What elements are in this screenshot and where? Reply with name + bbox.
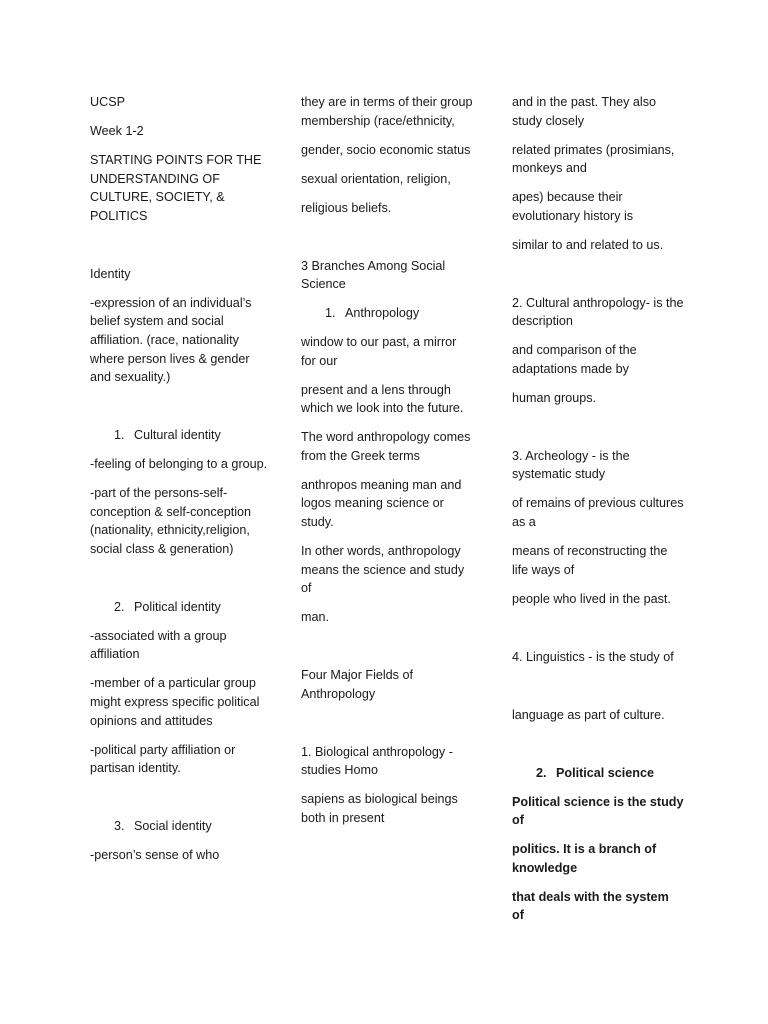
paragraph: anthropos meaning man and logos meaning science or study. [301, 477, 462, 530]
paragraph: gender, socio economic status [301, 142, 471, 157]
paragraph: -feeling of belonging to a group. [90, 457, 268, 472]
list-label: Political science [556, 765, 655, 780]
identity-definition: -expression of an individual’s belief system and social affiliation. (race, nationality where person lives & gender and sexuality.) [90, 295, 252, 385]
paragraph: The word anthropology comes from the Greek terms [301, 430, 471, 463]
paragraph: people who lived in the past. [512, 591, 671, 606]
paragraph: man. [301, 610, 329, 625]
list-number: 1. [114, 428, 125, 443]
paragraph: Political science is the study of [512, 794, 684, 828]
paragraph: 3. Archeology - is the systematic study [512, 448, 630, 482]
list-item-cultural-identity [90, 426, 268, 445]
paragraph: language as part of culture. [512, 707, 665, 722]
paragraph: In other words, anthropology means the science and study of [301, 544, 465, 596]
paragraph: they are in terms of their group membership (race/ethnicity, [301, 95, 473, 128]
identity-heading: Identity [90, 266, 131, 281]
paragraph: 1. Biological anthropology - studies Homo [301, 744, 453, 778]
column-1 [90, 93, 268, 875]
paragraph: 4. Linguistics - is the study of [512, 649, 674, 664]
week-label: Week 1-2 [90, 123, 144, 138]
column-2 [301, 93, 473, 838]
branches-heading: 3 Branches Among Social Science [301, 258, 446, 292]
paragraph: apes) because their evolutionary history is [512, 190, 634, 223]
paragraph: of remains of previous cultures as a [512, 496, 684, 530]
paragraph: related primates (prosimians, monkeys and [512, 142, 675, 176]
list-item-political-science [512, 764, 684, 783]
course-code: UCSP [90, 95, 125, 109]
list-item-political-identity [90, 598, 268, 617]
fields-heading: Four Major Fields of Anthropology [301, 668, 413, 701]
paragraph: similar to and related to us. [512, 237, 664, 252]
paragraph: that deals with the system of [512, 889, 669, 923]
paragraph: window to our past, a mirror for our [301, 335, 457, 368]
list-label: Anthropology [345, 306, 420, 321]
list-number: 2. [536, 765, 547, 780]
list-item-social-identity [90, 817, 268, 836]
paragraph: sexual orientation, religion, [301, 171, 451, 186]
list-label: Political identity [134, 599, 221, 614]
paragraph: religious beliefs. [301, 200, 392, 215]
list-item-anthropology [301, 304, 473, 323]
paragraph: human groups. [512, 390, 597, 405]
list-number: 1. [325, 306, 336, 321]
paragraph: and in the past. They also study closely [512, 95, 656, 128]
list-label: Cultural identity [134, 428, 221, 443]
paragraph: sapiens as biological beings both in present [301, 792, 458, 825]
paragraph: -political party affiliation or partisan identity. [90, 742, 236, 776]
paragraph: -person’s sense of who [90, 848, 220, 863]
paragraph: -associated with a group affiliation [90, 628, 227, 662]
document-title: STARTING POINTS FOR THE UNDERSTANDING OF CULTURE, SOCIETY, & POLITICS [90, 152, 262, 223]
paragraph: 2. Cultural anthropology- is the description [512, 295, 684, 329]
list-number: 2. [114, 599, 125, 614]
paragraph: -part of the persons-self-conception & self-conception (nationality, ethnicity,religion, social class & generation) [90, 486, 252, 556]
paragraph: means of reconstructing the life ways of [512, 544, 668, 577]
paragraph: and comparison of the adaptations made by [512, 343, 637, 376]
column-3 [512, 93, 684, 935]
paragraph: present and a lens through which we look into the future. [301, 382, 464, 416]
paragraph: -member of a particular group might express specific political opinions and attitudes [90, 676, 260, 728]
list-number: 3. [114, 819, 125, 834]
list-label: Social identity [134, 819, 212, 834]
paragraph: politics. It is a branch of knowledge [512, 842, 657, 875]
